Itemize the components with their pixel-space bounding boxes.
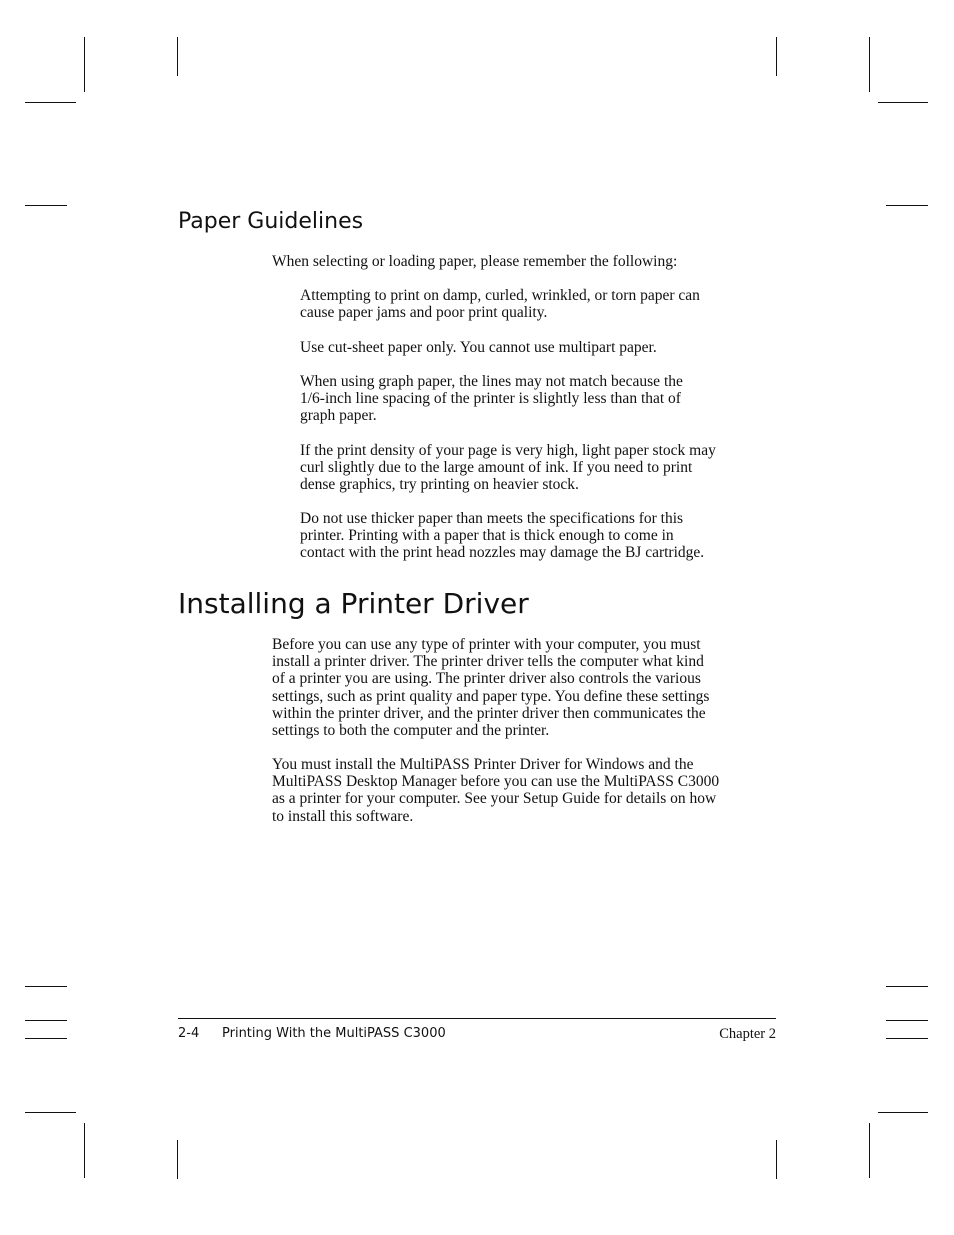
crop-mark <box>25 1020 67 1021</box>
footer-rule <box>178 1018 776 1019</box>
page-number: 2-4 <box>178 1026 200 1041</box>
crop-mark <box>878 1112 928 1113</box>
crop-mark <box>84 1123 85 1178</box>
body-paragraph: Before you can use any type of printer with your computer, you must install a printer driver. The printer driver tells the computer what kind of a printer you are using. The printer driver also controls the various settings, such as print quality and paper type. You define these settings within the printer driver, and the printer driver then communicates the settings to both the computer and the printer. <box>272 636 710 740</box>
crop-mark <box>886 1020 928 1021</box>
crop-mark <box>886 205 928 206</box>
crop-mark <box>878 102 928 103</box>
crop-mark <box>177 37 178 76</box>
crop-mark <box>869 1123 870 1178</box>
crop-mark <box>776 37 777 76</box>
crop-mark <box>869 37 870 92</box>
body-paragraph: You must install the MultiPASS Printer Driver for Windows and the MultiPASS Desktop Manager before you can use the MultiPASS C3000 as a printer for your computer. See your Setup Guide for details on how to install this software. <box>272 756 720 825</box>
guideline-item: If the print density of your page is very high, light paper stock may curl slightly due to the large amount of ink. If you need to print dense graphics, try printing on heavier stock. <box>300 442 716 494</box>
running-title: Printing With the MultiPASS C3000 <box>222 1026 446 1041</box>
crop-mark <box>25 1112 76 1113</box>
crop-mark <box>886 986 928 987</box>
guideline-item: Use cut-sheet paper only. You cannot use multipart paper. <box>300 339 657 356</box>
guideline-item: When using graph paper, the lines may not match because the 1/6-inch line spacing of the printer is slightly less than that of graph paper. <box>300 373 683 425</box>
crop-mark <box>84 37 85 92</box>
crop-mark <box>25 102 76 103</box>
crop-mark <box>886 1038 928 1039</box>
chapter-label: Chapter 2 <box>719 1026 776 1042</box>
guideline-item: Do not use thicker paper than meets the specifications for this printer. Printing with a paper that is thick enough to come in contact with the print head nozzles may damage the BJ cartridge. <box>300 510 705 562</box>
crop-mark <box>25 986 67 987</box>
crop-mark <box>776 1140 777 1179</box>
section-heading: Installing a Printer Driver <box>178 587 529 620</box>
intro-paragraph: When selecting or loading paper, please remember the following: <box>272 253 678 270</box>
footer-running-head <box>178 1025 446 1043</box>
crop-mark <box>25 1038 67 1039</box>
crop-mark <box>25 205 67 206</box>
crop-mark <box>177 1140 178 1179</box>
guideline-item: Attempting to print on damp, curled, wrinkled, or torn paper can cause paper jams and poor print quality. <box>300 287 700 322</box>
section-heading: Paper Guidelines <box>178 209 364 234</box>
